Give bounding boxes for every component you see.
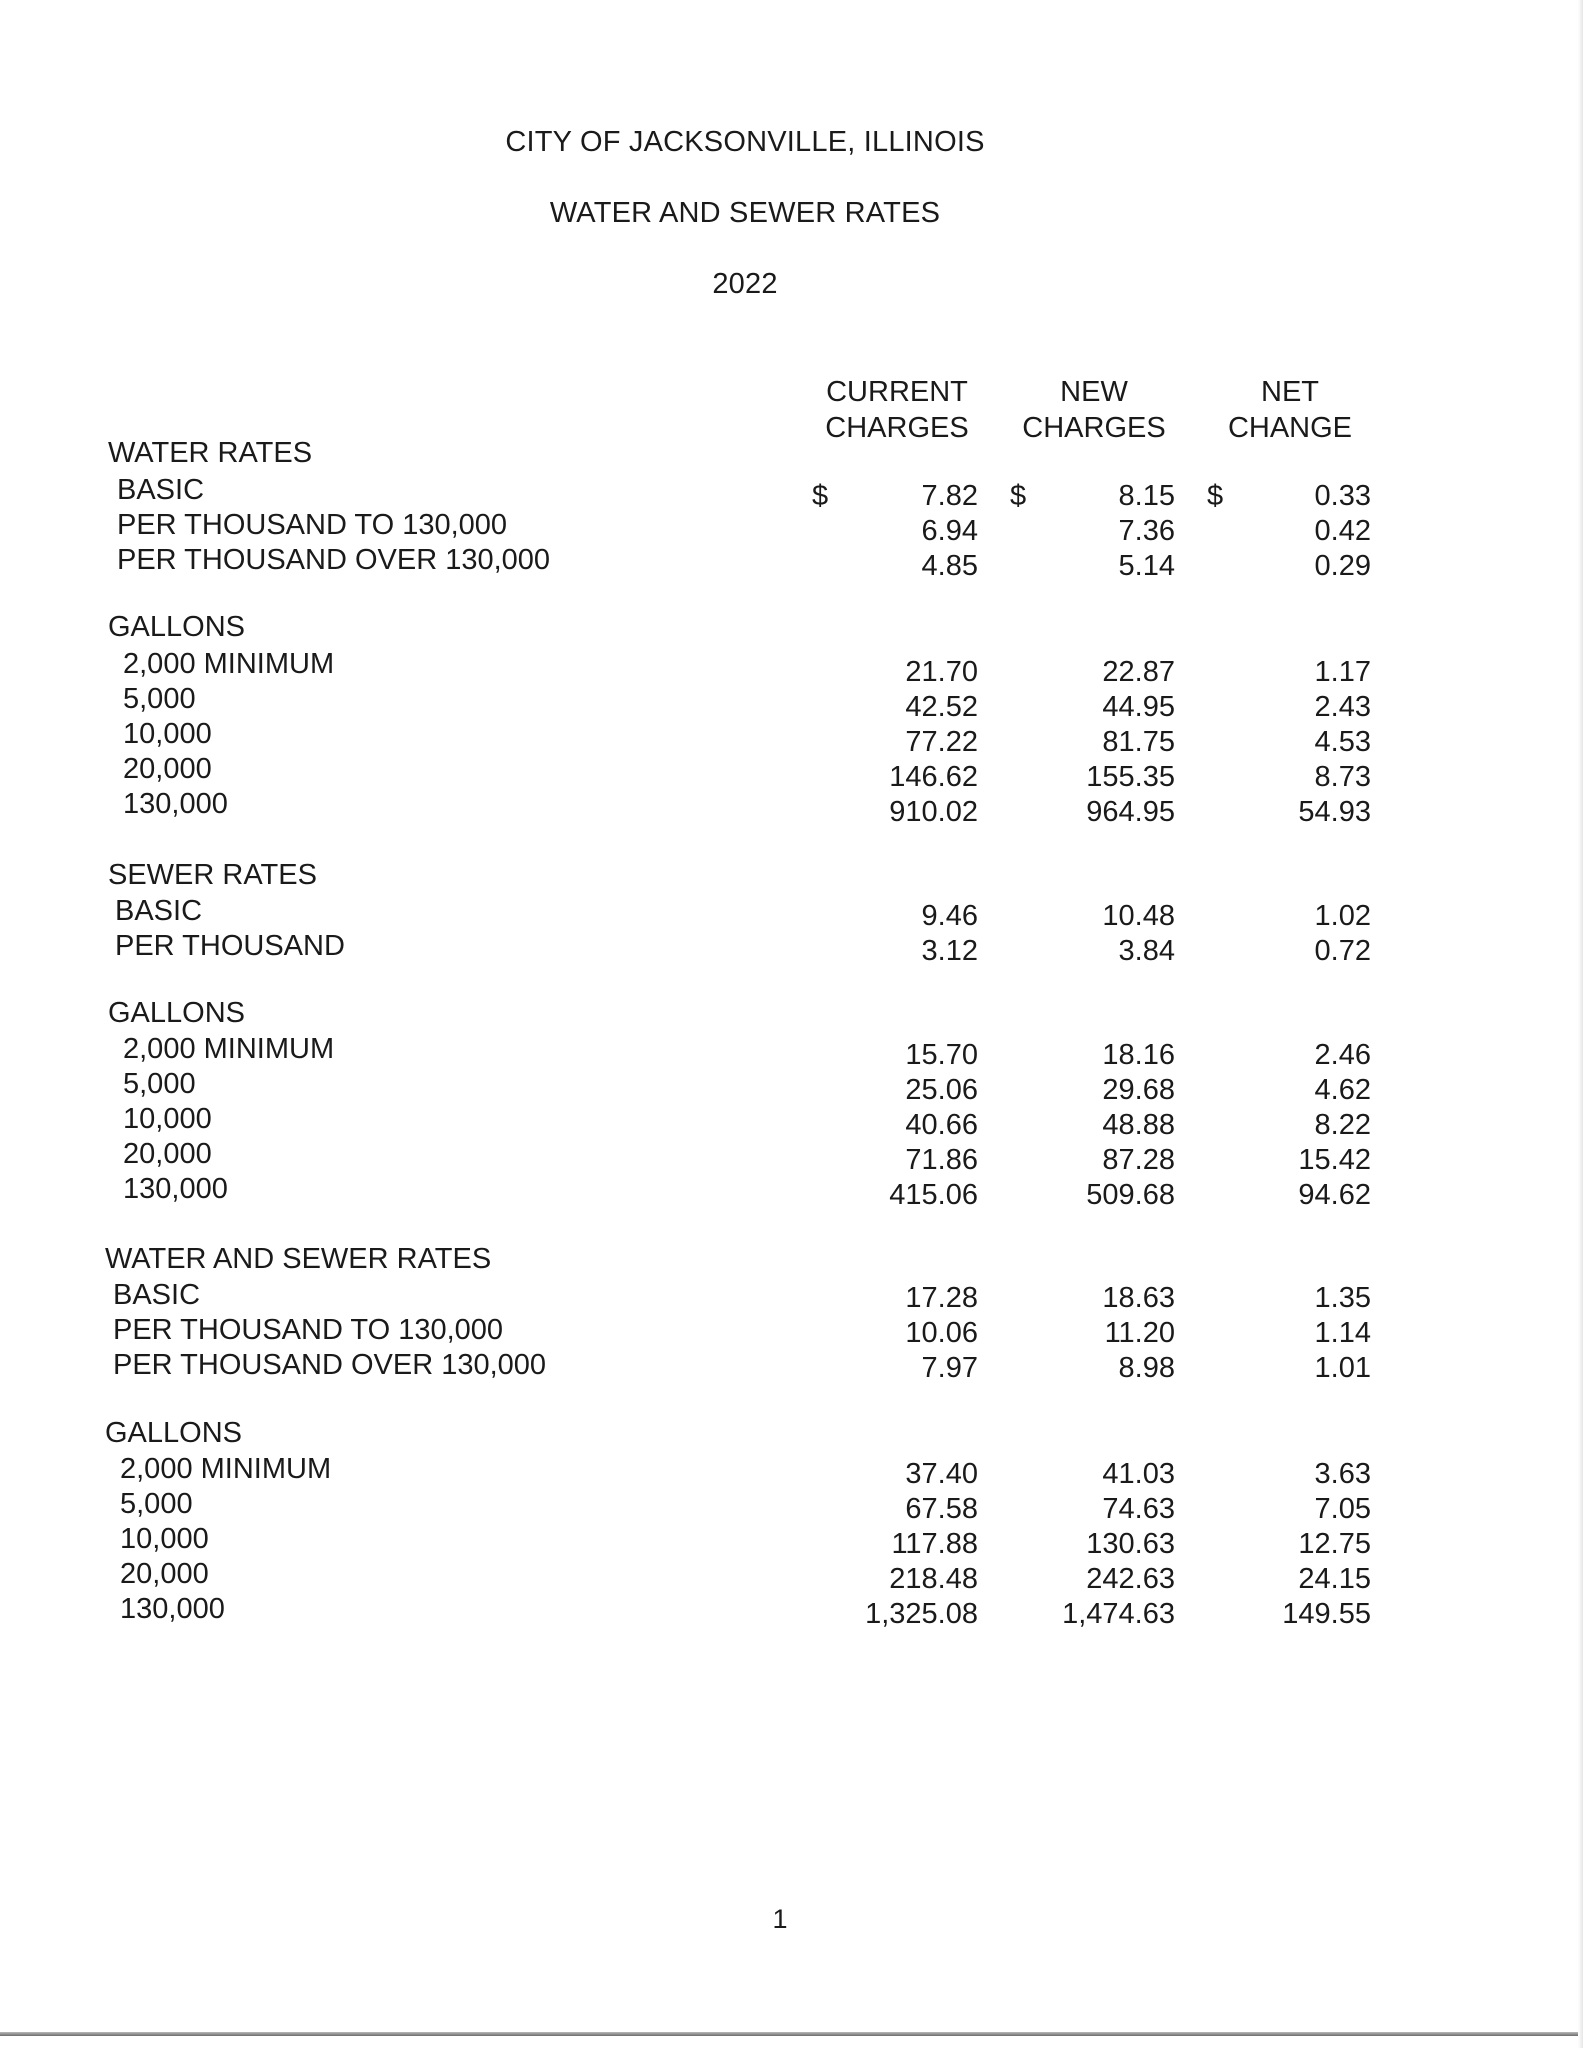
cell-net: 1.01	[1314, 1352, 1371, 1384]
cell-new: 964.95	[1086, 796, 1175, 828]
cell-current: 67.58	[905, 1493, 978, 1525]
cell-current: 21.70	[905, 656, 978, 688]
cell-new: 130.63	[1086, 1528, 1175, 1560]
cell-current: 146.62	[889, 761, 978, 793]
row-label: PER THOUSAND	[115, 930, 345, 962]
cell-new: 18.63	[1102, 1282, 1175, 1314]
column-header-net-line1: NET	[1261, 376, 1319, 408]
currency-symbol-current: $	[812, 480, 829, 512]
cell-current: 7.97	[921, 1352, 978, 1384]
cell-net: 1.02	[1314, 900, 1371, 932]
cell-new: 5.14	[1118, 550, 1175, 582]
cell-current: 4.85	[921, 550, 978, 582]
currency-symbol-new: $	[1010, 480, 1027, 512]
row-label: PER THOUSAND OVER 130,000	[113, 1349, 547, 1381]
cell-new: 29.68	[1102, 1074, 1175, 1106]
cell-current: 415.06	[889, 1179, 978, 1211]
cell-current: 40.66	[905, 1109, 978, 1141]
cell-net: 1.35	[1314, 1282, 1371, 1314]
cell-new: 509.68	[1086, 1179, 1175, 1211]
cell-current: 25.06	[905, 1074, 978, 1106]
cell-new: 242.63	[1086, 1563, 1175, 1595]
cell-new: 41.03	[1102, 1458, 1175, 1490]
document-city-heading: CITY OF JACKSONVILLE, ILLINOIS	[505, 126, 985, 158]
row-label: 10,000	[123, 718, 212, 750]
cell-new: 3.84	[1118, 935, 1175, 967]
cell-net: 94.62	[1298, 1179, 1371, 1211]
cell-net: 1.14	[1314, 1317, 1371, 1349]
column-header-current	[797, 374, 997, 446]
row-label: 130,000	[120, 1593, 225, 1625]
cell-current: 910.02	[889, 796, 978, 828]
cell-new: 44.95	[1102, 691, 1175, 723]
row-label: 2,000 MINIMUM	[123, 1033, 335, 1065]
cell-net: 3.63	[1314, 1458, 1371, 1490]
cell-current: 9.46	[921, 900, 978, 932]
cell-new: 8.15	[1118, 480, 1175, 512]
cell-current: 37.40	[905, 1458, 978, 1490]
cell-current: 218.48	[889, 1563, 978, 1595]
cell-new: 18.16	[1102, 1039, 1175, 1071]
cell-current: 7.82	[921, 480, 978, 512]
section-title: WATER AND SEWER RATES	[105, 1243, 492, 1275]
cell-new: 11.20	[1104, 1317, 1175, 1349]
row-label: 20,000	[120, 1558, 209, 1590]
cell-net: 12.75	[1298, 1528, 1371, 1560]
row-label: PER THOUSAND TO 130,000	[113, 1314, 504, 1346]
row-label: 130,000	[123, 1173, 228, 1205]
cell-current: 6.94	[921, 515, 978, 547]
cell-new: 81.75	[1102, 726, 1175, 758]
cell-new: 74.63	[1102, 1493, 1175, 1525]
cell-net: 4.62	[1314, 1074, 1371, 1106]
cell-net: 8.73	[1314, 761, 1371, 793]
page-number: 1	[772, 1904, 788, 1934]
row-label: 130,000	[123, 788, 228, 820]
column-header-net	[1190, 374, 1390, 446]
row-label: 20,000	[123, 753, 212, 785]
section-title: WATER RATES	[108, 437, 313, 469]
cell-net: 54.93	[1298, 796, 1371, 828]
cell-new: 87.28	[1102, 1144, 1175, 1176]
cell-net: 4.53	[1314, 726, 1371, 758]
row-label: 2,000 MINIMUM	[123, 648, 335, 680]
cell-new: 155.35	[1086, 761, 1175, 793]
cell-net: 7.05	[1314, 1493, 1371, 1525]
column-header-new-line2: CHARGES	[1022, 412, 1166, 444]
cell-new: 22.87	[1102, 656, 1175, 688]
column-header-current-line2: CHARGES	[825, 412, 969, 444]
row-label: 10,000	[123, 1103, 212, 1135]
cell-net: 24.15	[1298, 1563, 1371, 1595]
cell-net: 15.42	[1298, 1144, 1371, 1176]
row-label: 5,000	[120, 1488, 193, 1520]
cell-net: 0.72	[1314, 935, 1371, 967]
document-year: 2022	[712, 268, 778, 300]
cell-current: 15.70	[905, 1039, 978, 1071]
cell-current: 71.86	[905, 1144, 978, 1176]
row-label: BASIC	[113, 1279, 201, 1311]
column-header-current-line1: CURRENT	[826, 376, 968, 408]
cell-net: 0.42	[1314, 515, 1371, 547]
cell-net: 2.46	[1314, 1039, 1371, 1071]
cell-net: 0.33	[1314, 480, 1371, 512]
scan-edge-right	[1578, 0, 1583, 2048]
cell-new: 48.88	[1102, 1109, 1175, 1141]
cell-net: 0.29	[1314, 550, 1371, 582]
currency-symbol-net: $	[1207, 480, 1224, 512]
section-title: GALLONS	[105, 1417, 242, 1449]
cell-new: 10.48	[1102, 900, 1175, 932]
cell-current: 77.22	[905, 726, 978, 758]
row-label: BASIC	[117, 474, 205, 506]
cell-current: 117.88	[891, 1528, 978, 1560]
section-title: GALLONS	[108, 611, 245, 643]
cell-new: 1,474.63	[1062, 1598, 1175, 1630]
cell-net: 8.22	[1314, 1109, 1371, 1141]
section-title: GALLONS	[108, 997, 245, 1029]
cell-current: 17.28	[905, 1282, 978, 1314]
cell-net: 1.17	[1314, 656, 1371, 688]
row-label: 20,000	[123, 1138, 212, 1170]
row-label: BASIC	[115, 895, 203, 927]
row-label: PER THOUSAND TO 130,000	[117, 509, 508, 541]
column-header-net-line2: CHANGE	[1227, 412, 1353, 444]
cell-current: 3.12	[921, 935, 978, 967]
cell-current: 10.06	[905, 1317, 978, 1349]
cell-net: 149.55	[1282, 1598, 1371, 1630]
row-label: 10,000	[120, 1523, 209, 1555]
column-header-new-line1: NEW	[1060, 376, 1128, 408]
cell-net: 2.43	[1314, 691, 1371, 723]
cell-current: 1,325.08	[865, 1598, 978, 1630]
cell-new: 8.98	[1118, 1352, 1175, 1384]
row-label: 2,000 MINIMUM	[120, 1453, 332, 1485]
column-header-new	[994, 374, 1194, 446]
section-title: SEWER RATES	[108, 859, 317, 891]
document-title: WATER AND SEWER RATES	[549, 197, 941, 229]
cell-new: 7.36	[1118, 515, 1175, 547]
scan-edge-bottom	[0, 2032, 1583, 2036]
row-label: PER THOUSAND OVER 130,000	[117, 544, 551, 576]
row-label: 5,000	[123, 1068, 196, 1100]
row-label: 5,000	[123, 683, 196, 715]
cell-current: 42.52	[905, 691, 978, 723]
